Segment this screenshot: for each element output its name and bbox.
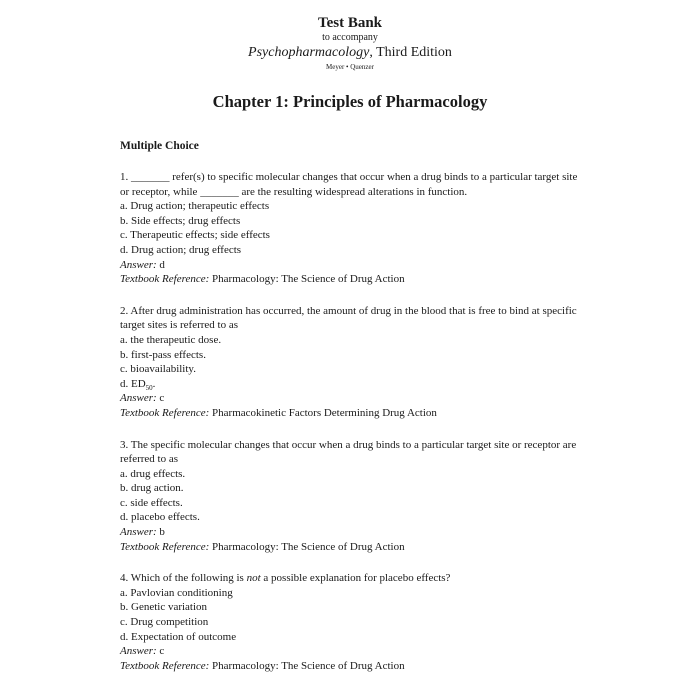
option-d: d. Drug action; drug effects [120, 243, 242, 256]
option-d-subscript: 50 [145, 383, 153, 392]
header-authors: Meyer • Quenzer [326, 63, 374, 71]
header-book-title [0, 44, 700, 62]
option-b: b. drug action. [120, 482, 184, 495]
reference-value: Pharmacology: The Science of Drug Action [209, 659, 405, 672]
option-d: d. placebo effects. [120, 511, 200, 524]
reference-value: Pharmacology: The Science of Drug Action [209, 540, 405, 553]
option-c: c. side effects. [120, 496, 183, 509]
question-3 [120, 438, 585, 555]
reference-row [120, 540, 585, 555]
reference-value: Pharmacology: The Science of Drug Action [209, 273, 405, 286]
answer-row [120, 258, 585, 273]
reference-label: Textbook Reference: [120, 659, 210, 672]
question-stem: 1. _______ refer(s) to specific molecular changes that occur when a drug binds to a particular target site or receptor, while _______ are the resulting widespread alterations in function. [120, 171, 578, 198]
reference-label: Textbook Reference: [120, 273, 210, 286]
reference-value: Pharmacokinetic Factors Determining Drug Action [209, 406, 437, 419]
question-stem: 3. The specific molecular changes that occur when a drug binds to a particular target site or receptor are referred to as [120, 438, 577, 466]
book-title-italic: Psychopharmacology [248, 45, 370, 60]
reference-label: Textbook Reference: [120, 406, 210, 419]
question-1 [120, 170, 585, 287]
option-d-end: . [152, 377, 156, 390]
option-a: a. drug effects. [120, 467, 186, 480]
answer-value: b [156, 526, 165, 539]
option-c: c. bioavailability. [120, 363, 196, 376]
option-c: c. Drug competition [120, 616, 209, 629]
option-d [120, 377, 585, 392]
header-subtitle: to accompany [322, 32, 378, 43]
stem-pre: 4. Which of the following is [120, 572, 247, 585]
question-stem: 2. After drug administration has occurred, the amount of drug in the blood that is free to bind at specific target sites is referred to as [120, 304, 577, 332]
reference-row [120, 659, 585, 674]
answer-row [120, 391, 585, 406]
stem-emphasis: not [246, 572, 261, 585]
option-a: a. Drug action; therapeutic effects [120, 200, 270, 213]
book-edition: , Third Edition [369, 45, 452, 60]
answer-label: Answer: [120, 258, 157, 271]
option-c: c. Therapeutic effects; side effects [120, 229, 270, 242]
header-title: Test Bank [317, 15, 383, 31]
question-list [120, 170, 585, 690]
answer-label: Answer: [120, 526, 157, 539]
option-d: d. Expectation of outcome [120, 630, 237, 643]
answer-label: Answer: [120, 645, 157, 658]
answer-value: c [156, 392, 165, 405]
answer-row [120, 525, 585, 540]
stem-post: a possible explanation for placebo effects? [260, 572, 451, 585]
option-a: a. Pavlovian conditioning [120, 586, 233, 599]
reference-row [120, 406, 585, 421]
chapter-title: Chapter 1: Principles of Pharmacology [212, 92, 488, 111]
option-b: b. first-pass effects. [120, 348, 206, 361]
reference-row [120, 272, 585, 287]
option-a: a. the therapeutic dose. [120, 333, 222, 346]
answer-label: Answer: [120, 392, 157, 405]
section-title: Multiple Choice [120, 140, 199, 152]
reference-label: Textbook Reference: [120, 540, 210, 553]
document-header [0, 14, 700, 72]
option-b: b. Side effects; drug effects [120, 214, 241, 227]
answer-value: d [156, 258, 165, 271]
answer-value: c [156, 645, 165, 658]
option-d-main: d. ED [120, 377, 146, 390]
question-2 [120, 304, 585, 421]
question-4 [120, 571, 585, 673]
question-stem [120, 571, 585, 586]
answer-row [120, 644, 585, 659]
option-b: b. Genetic variation [120, 601, 208, 614]
